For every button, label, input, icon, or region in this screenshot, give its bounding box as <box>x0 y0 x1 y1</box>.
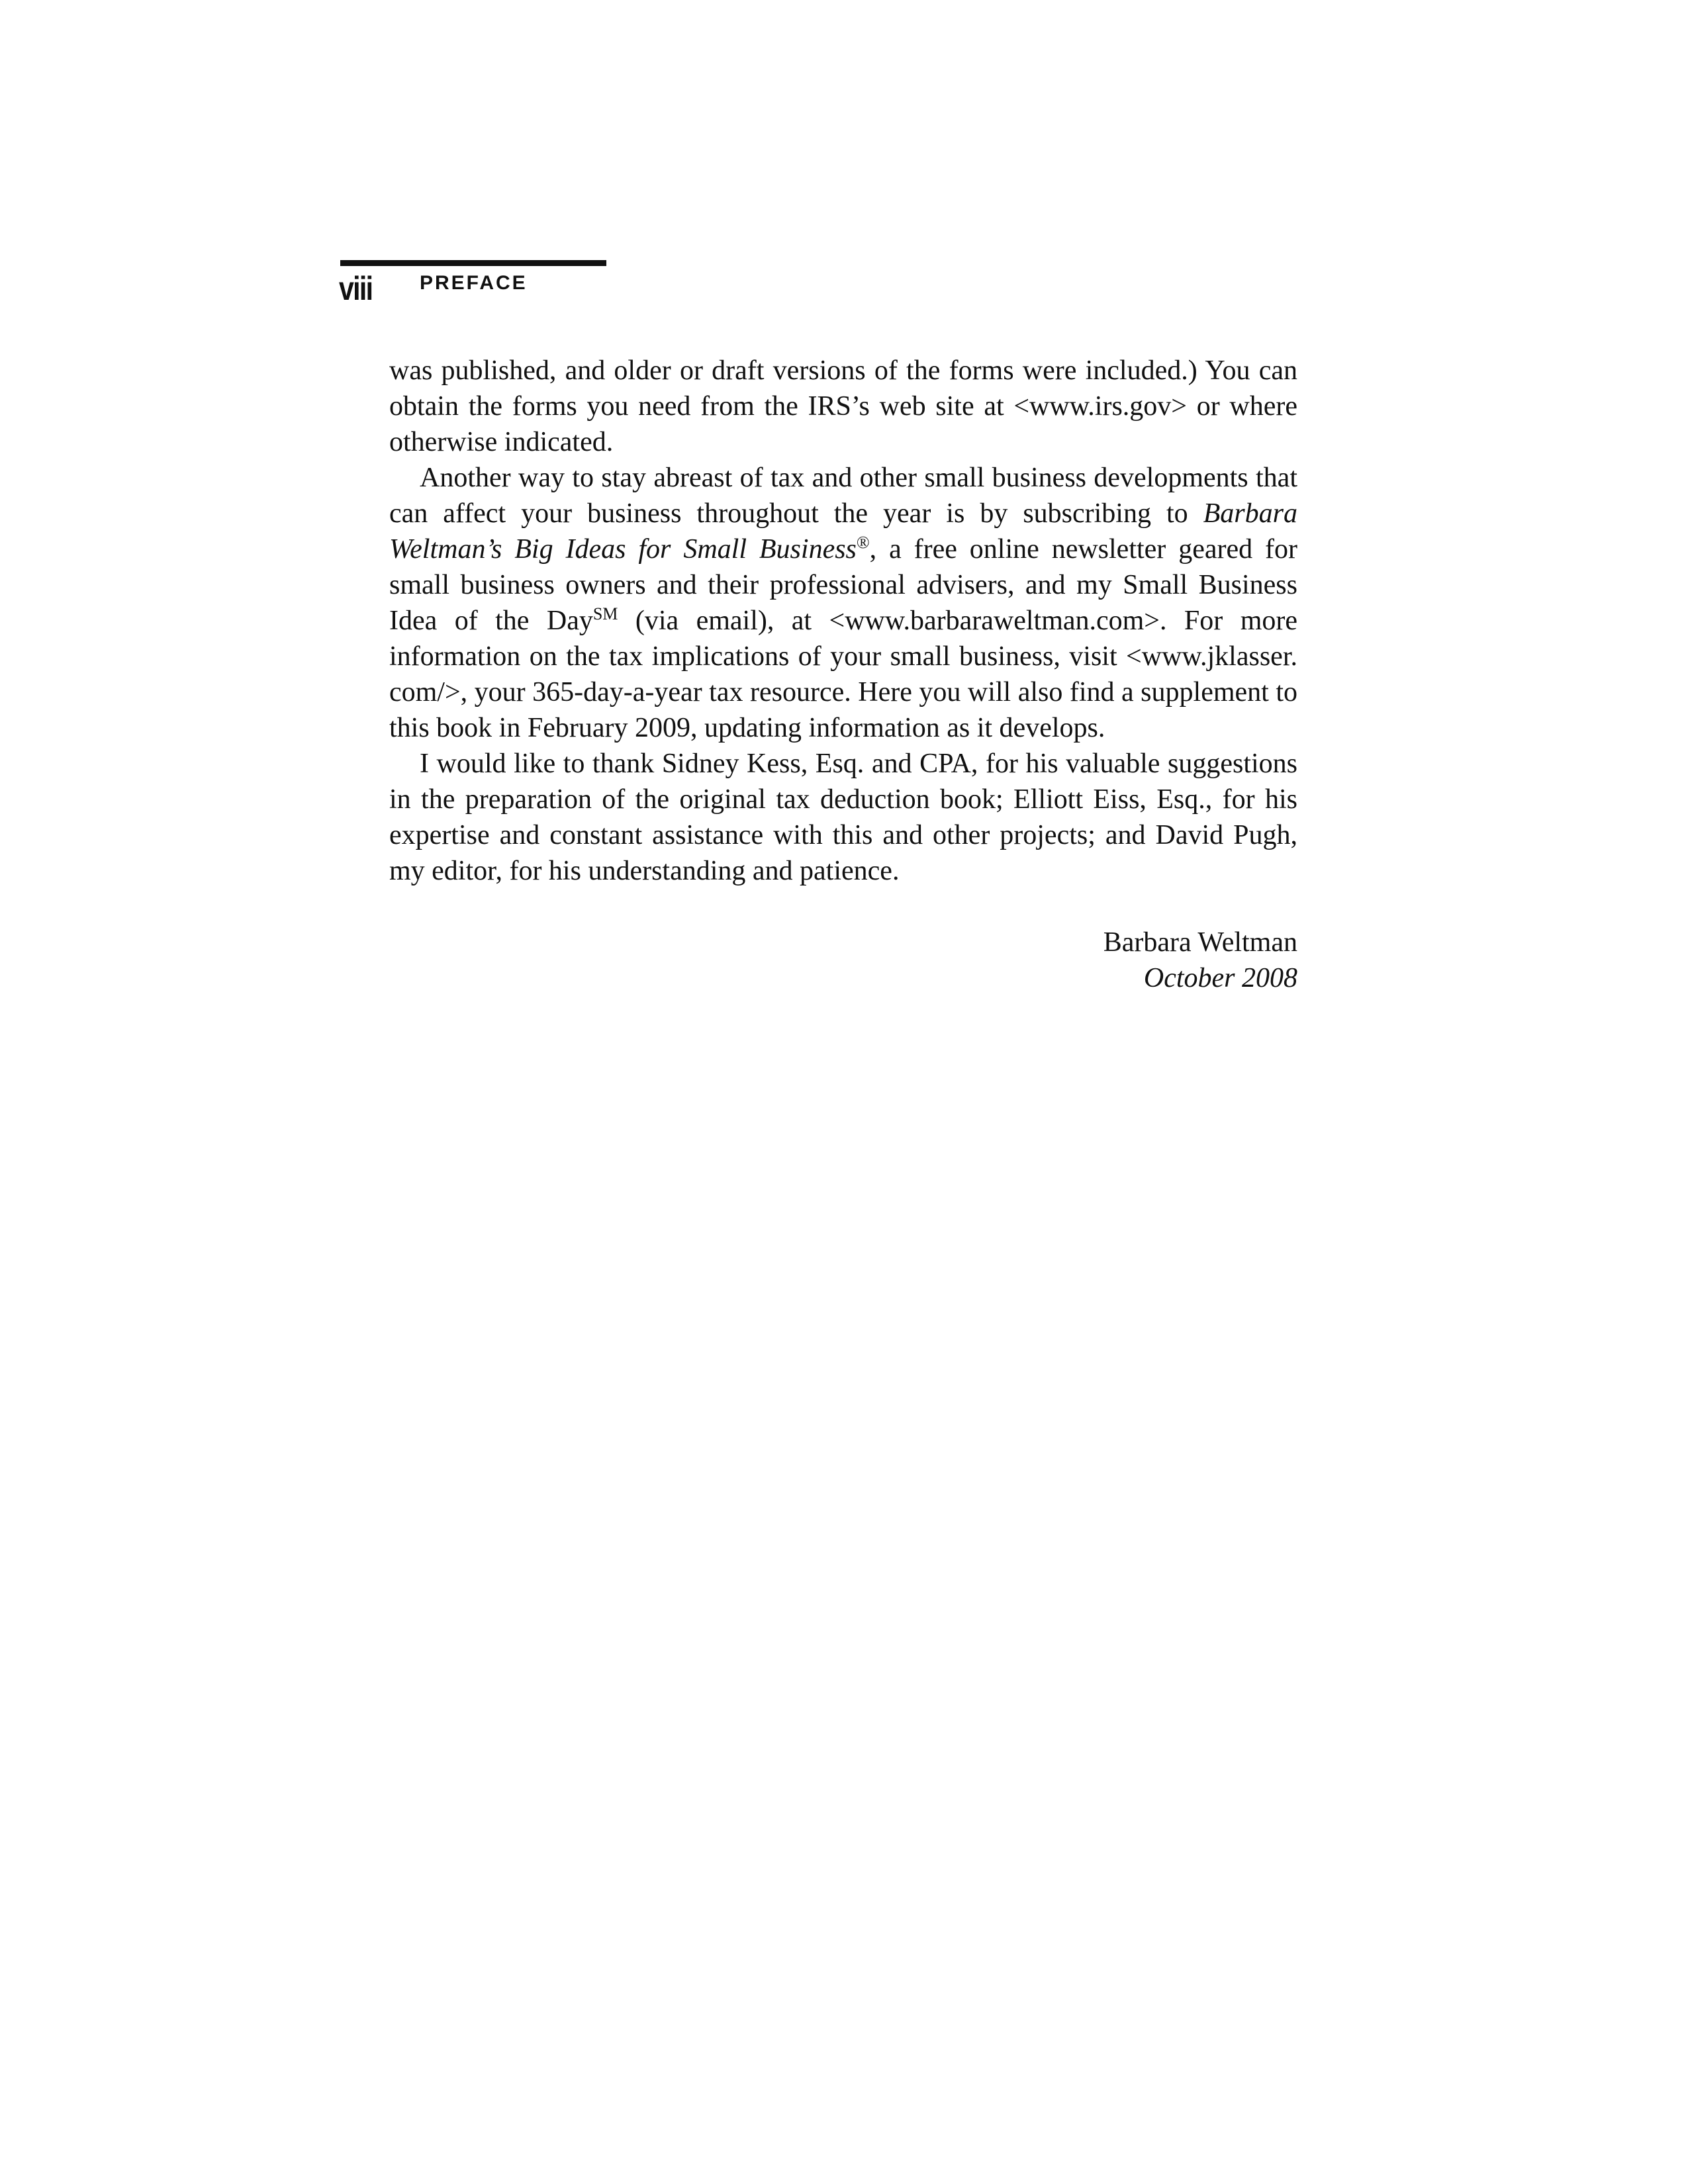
newsletter-title: Barbara Weltman’s Big Ideas for Small Business <box>389 498 1297 565</box>
paragraph-newsletter-part1: Another way to stay abreast of tax and other small business developments that can affect your business throughout the year is by subscribing to <box>389 463 1297 529</box>
service-mark: SM <box>592 604 618 623</box>
page-number: viii <box>339 270 373 307</box>
paragraph-newsletter-part3: (via email), at <www.barbaraweltman.com>. For more information on the tax implications of your small business, visit <www.jklasser. com/>, your 365-day-a-year tax resource. Here you will also find a supplement to this book in February 2009, updating information as it develops. <box>389 606 1297 743</box>
signature-date <box>389 960 1297 996</box>
signature-date-text: October 2008 <box>1143 963 1297 993</box>
author-name: Barbara Weltman <box>1103 927 1297 958</box>
body-text <box>389 353 1297 996</box>
registered-mark: ® <box>856 533 870 552</box>
signature-block <box>389 925 1297 996</box>
paragraph-acknowledgments: I would like to thank Sidney Kess, Esq. and CPA, for his valuable suggestions in the preparation of the original tax deduction book; Elliott Eiss, Esq., for his expertise and constant assistance with this and other projects; and David Pugh, my editor, for his understanding and patience. <box>389 749 1297 886</box>
paragraph-newsletter <box>389 460 1297 746</box>
paragraph-continuation: was published, and older or draft versions of the forms were included.) You can obtain the forms you need from the IRS’s web site at <www.irs.gov> or where otherwise indicated. <box>389 355 1297 457</box>
header-rule <box>340 260 606 266</box>
paragraph-newsletter-part2: , a free online newsletter geared for small business owners and their professional advisers, and my Small Business Idea of the Day <box>389 534 1297 636</box>
running-head: PREFACE <box>420 272 528 294</box>
